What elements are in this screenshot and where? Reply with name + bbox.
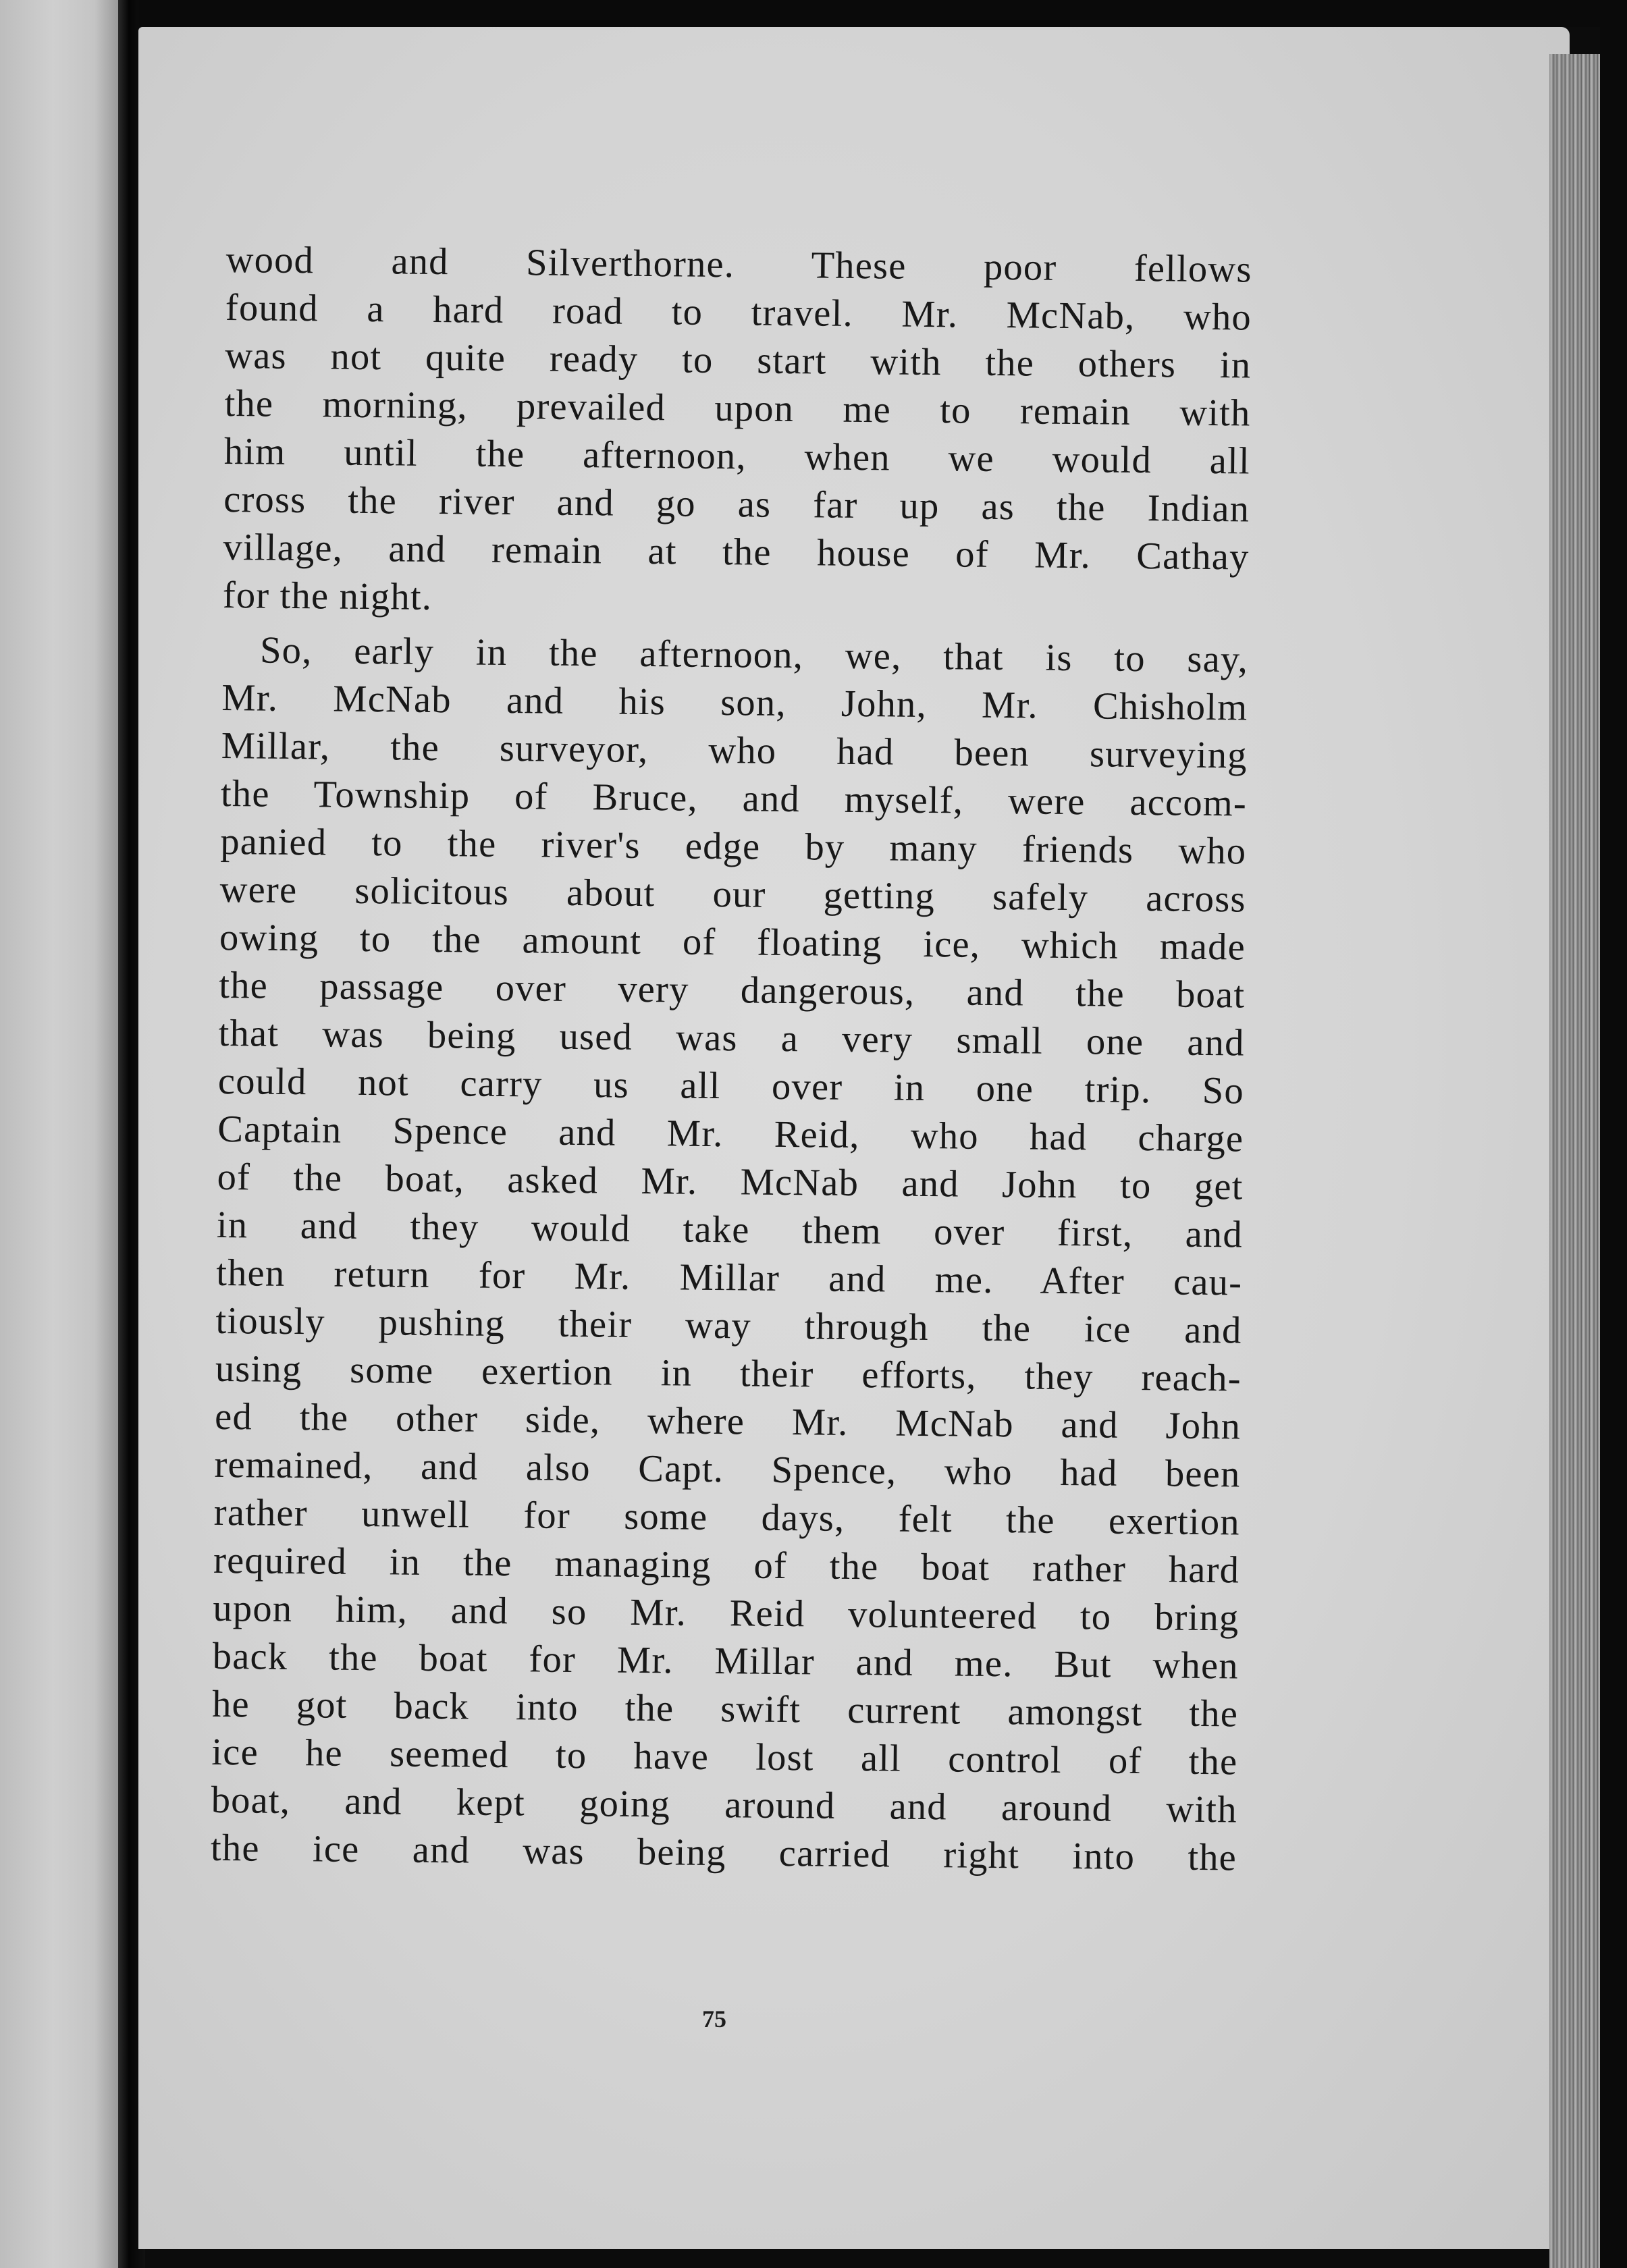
scan-border-top — [138, 0, 1627, 27]
text-line: of the boat, asked Mr. McNab and John to get — [217, 1156, 1244, 1208]
text-line: rather unwell for some days, felt the exertion — [213, 1491, 1241, 1544]
text-line: could not carry us all over in one trip. So — [217, 1060, 1245, 1112]
text-line: So, early in the afternoon, we, that is to say, — [259, 629, 1249, 681]
text-line: panied to the river's edge by many friends who — [220, 820, 1247, 873]
text-line: boat, and kept going around and around with — [211, 1779, 1237, 1831]
text-line: village, and remain at the house of Mr. Cathay — [223, 526, 1250, 578]
text-line: cross the river and go as far up as the Indian — [223, 478, 1250, 531]
text-line: the Township of Bruce, and myself, were accom- — [220, 772, 1248, 825]
text-line: he got back into the swift current amongst the — [211, 1683, 1239, 1735]
text-line: ed the other side, where Mr. McNab and John — [214, 1395, 1242, 1448]
text-line: using some exertion in their efforts, they reach- — [215, 1347, 1242, 1400]
text-line: upon him, and so Mr. Reid volunteered to bring — [213, 1587, 1239, 1640]
text-line: Captain Spence and Mr. Reid, who had charge — [217, 1108, 1244, 1160]
text-line: ice he seemed to have lost all control of the — [211, 1731, 1238, 1783]
page-number: 75 — [702, 2005, 726, 2032]
text-line: the morning, prevailed upon me to remain with — [224, 382, 1251, 435]
text-line: him until the afternoon, when we would all — [223, 430, 1251, 483]
text-line: Mr. McNab and his son, John, Mr. Chisholm — [221, 676, 1248, 729]
text-line: owing to the amount of floating ice, which made — [219, 916, 1246, 969]
text-line: in and they would take them over first, and — [216, 1204, 1244, 1256]
text-line: the ice and was being carried right into the — [210, 1827, 1237, 1879]
text-line: were solicitous about our getting safely across — [219, 868, 1246, 921]
text-line: tiously pushing their way through the ice and — [215, 1299, 1242, 1352]
text-line: wood and Silverthorne. These poor fellows — [225, 238, 1252, 291]
text-line: the passage over very dangerous, and the boat — [219, 964, 1246, 1017]
scan-border-right — [1600, 0, 1627, 2268]
text-line: for the night. — [222, 574, 433, 618]
text-line: required in the managing of the boat rather hard — [213, 1539, 1240, 1592]
paragraph-1 — [223, 236, 1252, 630]
text-line: remained, and also Capt. Spence, who had been — [214, 1443, 1241, 1496]
text-line: that was being used was a very small one and — [218, 1012, 1245, 1064]
text-line: then return for Mr. Millar and me. After cau- — [215, 1251, 1243, 1304]
page-fore-edge — [1549, 54, 1600, 2268]
paragraph-2 — [211, 626, 1249, 1883]
text-line: was not quite ready to start with the others in — [225, 334, 1252, 387]
text-line: found a hard road to travel. Mr. McNab, who — [225, 286, 1252, 339]
facing-page-edge — [0, 0, 118, 2268]
text-line: Millar, the surveyor, who had been surveying — [221, 724, 1248, 777]
text-line: back the boat for Mr. Millar and me. But when — [212, 1635, 1239, 1688]
body-text — [211, 236, 1252, 1882]
